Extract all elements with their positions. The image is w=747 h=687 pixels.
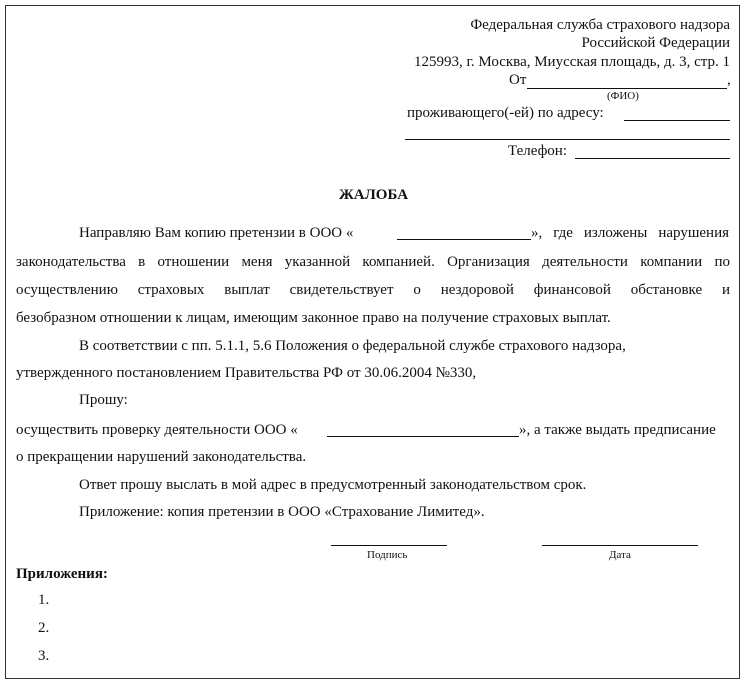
company-name-field-2[interactable] (327, 436, 519, 437)
p1-line4: безобразном отношении к лицам, имеющим законное право на получение страховых выплат. (16, 310, 611, 326)
date-field-line[interactable] (542, 545, 698, 546)
document-title: ЖАЛОБА (338, 187, 409, 203)
attachment-item-1: 1. (38, 592, 50, 608)
phone-label: Телефон: (508, 143, 567, 159)
p2-line1: В соответствии с пп. 5.1.1, 5.6 Положения о федеральной службе страхового надзора, (79, 338, 626, 354)
signature-caption: Подпись (367, 549, 408, 561)
recipient-line-1: Федеральная служба страхового надзора (470, 17, 730, 33)
attachment-item-3: 3. (38, 648, 50, 664)
p3-line2: о прекращении нарушений законодательства. (16, 449, 307, 465)
date-caption: Дата (609, 549, 631, 561)
from-comma: , (727, 72, 731, 88)
company-name-field-1[interactable] (397, 239, 531, 240)
p2-line2: утвержденного постановлением Правительства РФ от 30.06.2004 №330, (16, 365, 477, 381)
p1-line3: осуществлению страховых выплат свидетельствует о нездоровой финансовой обстановке и (16, 282, 730, 298)
p5-line: Приложение: копия претензии в ООО «Страхование Лимитед». (79, 504, 485, 520)
from-label: От (509, 72, 527, 88)
fio-field-line[interactable] (527, 88, 727, 89)
request-label: Прошу: (79, 392, 128, 408)
p3-line1-start: осуществить проверку деятельности ООО « (16, 422, 298, 438)
attachments-heading: Приложения: (16, 566, 108, 582)
p1-line1-start: Направляю Вам копию претензии в ООО « (79, 225, 354, 241)
address-field-line-2[interactable] (405, 139, 730, 140)
p1-line2: законодательства в отношении меня указанной компанией. Организация деятельности компании по (16, 254, 730, 270)
recipient-line-2: Российской Федерации (581, 35, 730, 51)
p4-line: Ответ прошу выслать в мой адрес в предусмотренный законодательством срок. (79, 477, 587, 493)
attachment-item-2: 2. (38, 620, 50, 636)
residing-label: проживающего(-ей) по адресу: (407, 105, 604, 121)
recipient-address: 125993, г. Москва, Миусская площадь, д. 3, стр. 1 (413, 54, 730, 70)
p1-line1-end: », где изложены нарушения (531, 225, 729, 241)
fio-caption: (ФИО) (607, 90, 639, 102)
p3-line1-end: », а также выдать предписание (519, 422, 716, 438)
phone-field-line[interactable] (575, 158, 730, 159)
address-field-line-1[interactable] (624, 120, 730, 121)
signature-field-line[interactable] (331, 545, 447, 546)
